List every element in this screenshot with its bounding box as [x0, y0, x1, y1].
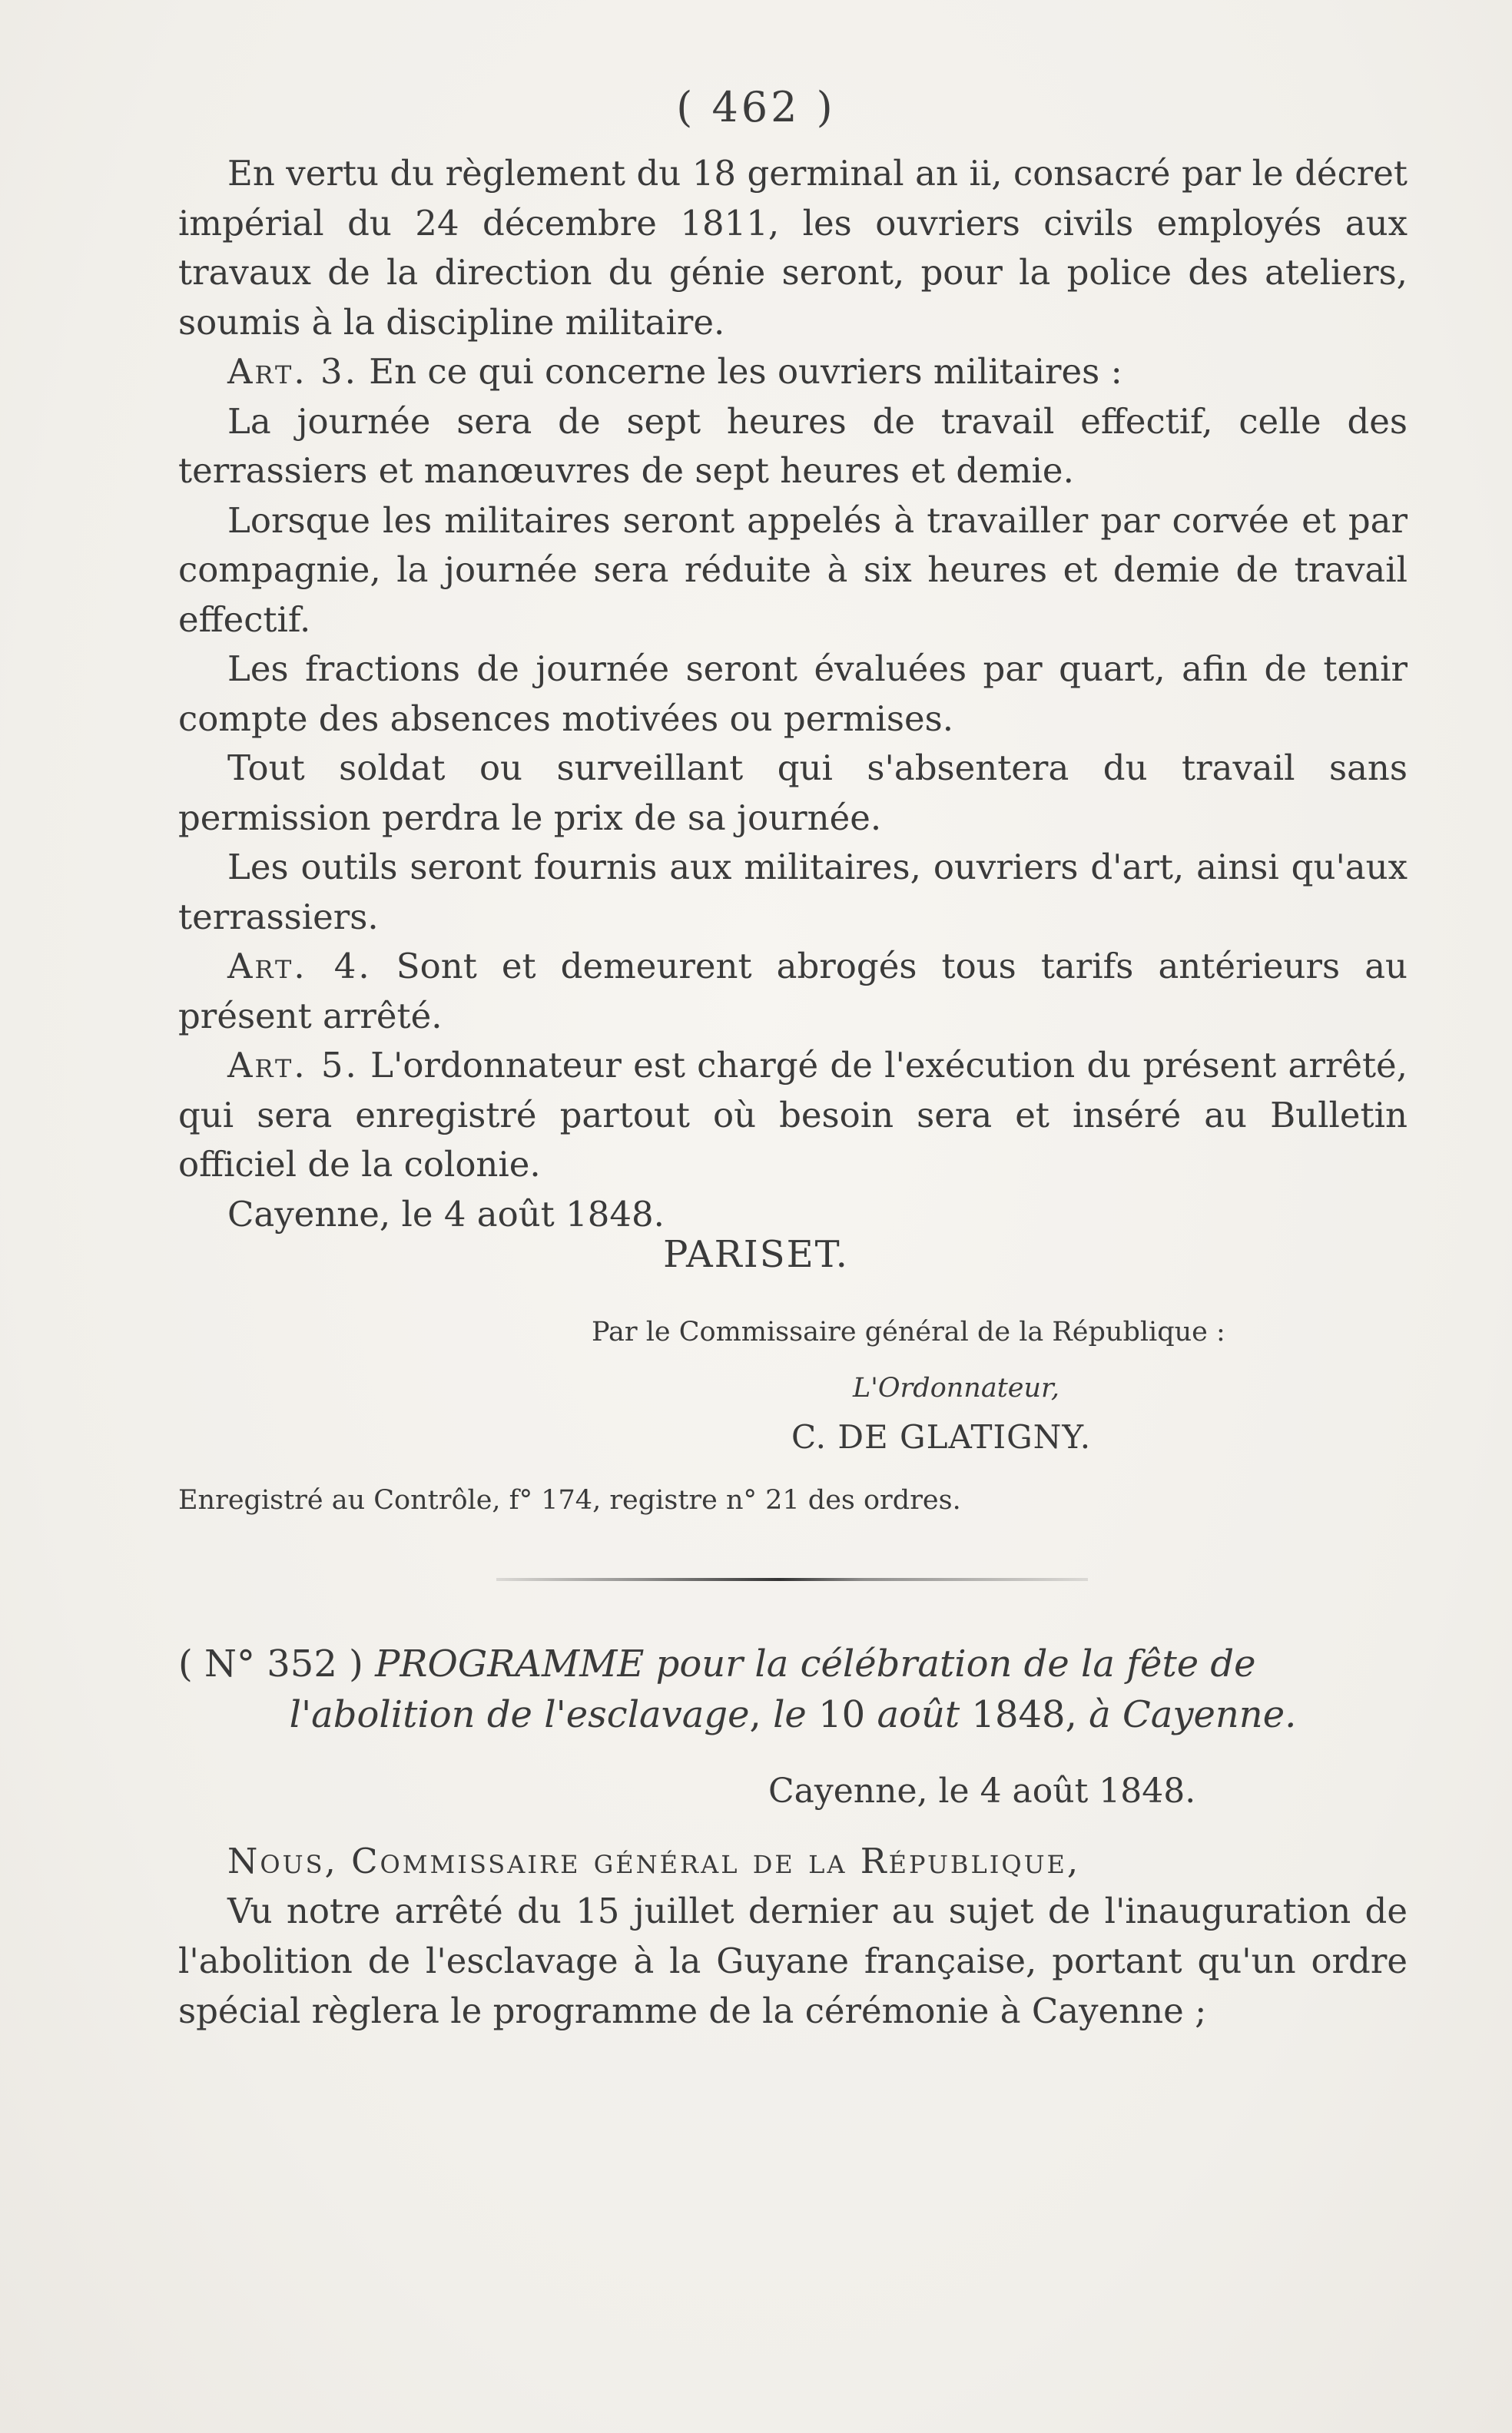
- program-title-line1: PROGRAMME pour la célébration de la fête de: [375, 1642, 1256, 1686]
- paragraph-journee: La journée sera de sept heures de travail effectif, celle des terrassiers et manœuvres de sept heures et demie.: [178, 400, 1408, 491]
- paragraph-article-3: [178, 347, 1408, 397]
- program-title-day: 10: [818, 1693, 866, 1736]
- place-date: Cayenne, le 4 août 1848.: [227, 1193, 665, 1235]
- registration-note: Enregistré au Contrôle, f° 174, registre n° 21 des ordres.: [178, 1485, 961, 1516]
- paragraph-corvee: Lorsque les militaires seront appelés à travailler par corvée et par compagnie, la journée sera réduite à six heures et demie de travail effectif.: [178, 499, 1408, 640]
- page-number: ( 462 ): [676, 83, 836, 131]
- program-title-a: à: [1089, 1693, 1111, 1736]
- article-4-label: Art. 4.: [227, 946, 372, 986]
- program-number: ( N° 352 ): [178, 1642, 363, 1686]
- program-title-year: 1848,: [971, 1693, 1077, 1736]
- signature-pariset: PARISET.: [663, 1233, 849, 1276]
- program-title-city: Cayenne.: [1122, 1693, 1297, 1736]
- article-4-text: Sont et demeurent abrogés tous tarifs antérieurs au présent arrêté.: [178, 946, 1408, 1036]
- program-title-sep: ,: [749, 1693, 761, 1736]
- section-divider: [496, 1578, 1088, 1581]
- by-commissioner-line: Par le Commissaire général de la République :: [592, 1317, 1225, 1347]
- program-place-date: Cayenne, le 4 août 1848.: [768, 1772, 1196, 1811]
- program-title-month: août: [877, 1693, 960, 1736]
- decree-body: [178, 149, 1408, 1239]
- paragraph-outils: Les outils seront fournis aux militaires, ouvriers d'art, ainsi qu'aux terrassiers.: [178, 847, 1408, 937]
- program-heading: [178, 1639, 1408, 1740]
- article-3-label: Art. 3.: [227, 351, 358, 392]
- program-title-line2: [178, 1689, 1408, 1740]
- program-body: [178, 1836, 1408, 2036]
- paragraph-vu: Vu notre arrêté du 15 juillet dernier au sujet de l'inauguration de l'abolition de l'esclavage à la Guyane française, portant qu'un ordre spécial règlera le programme de la cérémonie à Cayenne ;: [178, 1891, 1408, 2031]
- nous-line: Nous, Commissaire général de la République,: [227, 1841, 1081, 1881]
- ordonnateur-title: L'Ordonnateur,: [853, 1373, 1060, 1404]
- paragraph-article-4: [178, 942, 1408, 1041]
- paragraph-article-5: [178, 1041, 1408, 1190]
- article-5-text: L'ordonnateur est chargé de l'exécution du présent arrêté, qui sera enregistré partout où besoin sera et inséré au Bulletin officiel de la colonie.: [178, 1045, 1408, 1185]
- paragraph-soldat: Tout soldat ou surveillant qui s'absentera du travail sans permission perdra le prix de sa journée.: [178, 747, 1408, 838]
- article-3-text: En ce qui concerne les ouvriers militaires :: [369, 351, 1122, 392]
- program-title-abolition: l'abolition de l'esclavage: [289, 1693, 750, 1736]
- program-title-le: le: [773, 1693, 807, 1736]
- paragraph-fractions: Les fractions de journée seront évaluées par quart, afin de tenir compte des absences motivées ou permises.: [178, 648, 1408, 739]
- ordonnateur-name: C. DE GLATIGNY.: [791, 1418, 1092, 1456]
- article-5-label: Art. 5.: [227, 1045, 359, 1086]
- paragraph-vertu: En vertu du règlement du 18 germinal an ii, consacré par le décret impérial du 24 décembre 1811, les ouvriers civils employés aux travaux de la direction du génie seront, pour la police des ateliers, soumis à la discipline militaire.: [178, 153, 1408, 343]
